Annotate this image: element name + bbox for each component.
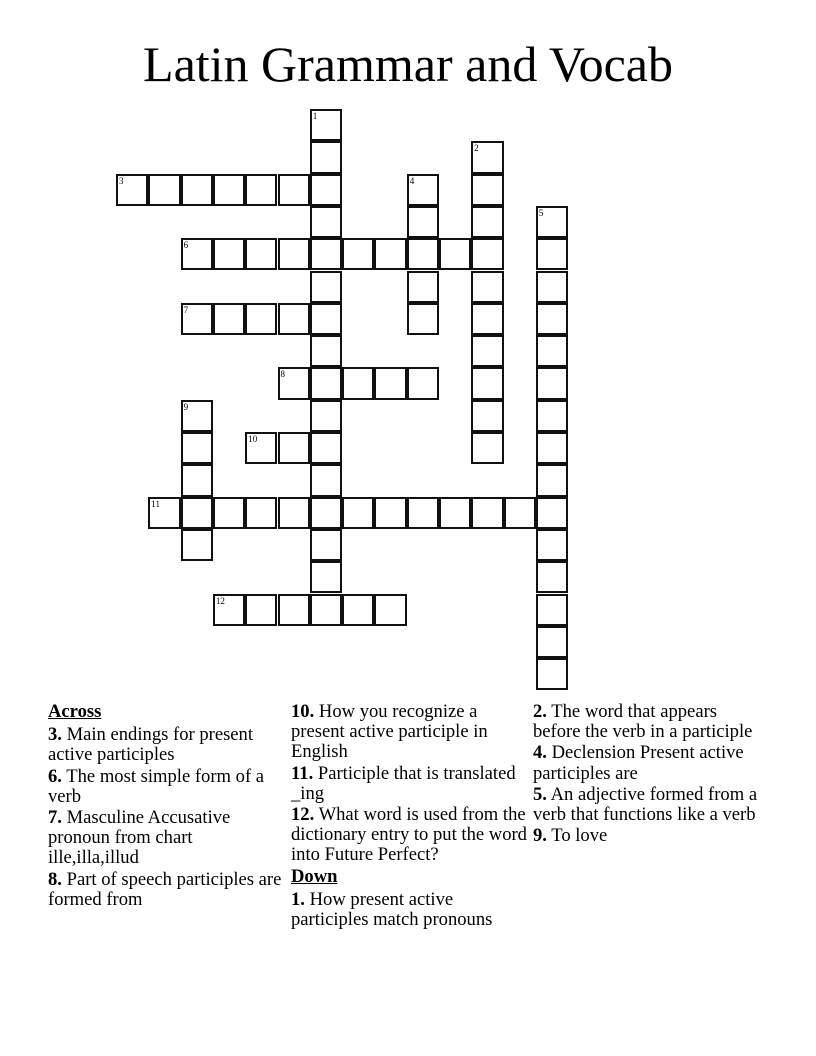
cell-number: 5 <box>538 207 544 218</box>
grid-cell[interactable] <box>471 238 503 270</box>
grid-cell[interactable] <box>471 206 503 238</box>
grid-cell[interactable] <box>310 400 342 432</box>
grid-cell[interactable] <box>342 497 374 529</box>
down-heading: Down <box>291 865 338 887</box>
grid-cell[interactable] <box>471 367 503 399</box>
clue-text: An adjective formed from a verb that functions like a verb <box>533 783 758 826</box>
clues-column-3 <box>533 702 769 847</box>
clue-text: How present active participles match pronouns <box>291 888 493 931</box>
grid-cell[interactable] <box>278 303 310 335</box>
clue-text: How you recognize a present active participle in English <box>291 701 488 763</box>
grid-cell[interactable] <box>213 303 245 335</box>
grid-cell[interactable] <box>116 174 148 206</box>
puzzle-title: Latin Grammar and Vocab <box>143 36 673 92</box>
grid-cell[interactable] <box>536 432 568 464</box>
grid-cell[interactable] <box>536 497 568 529</box>
grid-cell[interactable] <box>310 141 342 173</box>
clue-across-12 <box>291 805 527 866</box>
grid-cell[interactable] <box>536 626 568 658</box>
grid-cell[interactable] <box>407 174 439 206</box>
grid-cell[interactable] <box>536 335 568 367</box>
grid-cell[interactable] <box>536 400 568 432</box>
grid-cell[interactable] <box>181 497 213 529</box>
grid-cell[interactable] <box>536 658 568 690</box>
clue-text: The most simple form of a verb <box>48 765 265 807</box>
grid-cell[interactable] <box>278 594 310 626</box>
grid-cell[interactable] <box>181 238 213 270</box>
grid-cell[interactable] <box>342 367 374 399</box>
grid-cell[interactable] <box>310 497 342 529</box>
clue-number: 9. <box>533 825 547 847</box>
grid-cell[interactable] <box>213 594 245 626</box>
clue-number: 10. <box>291 701 315 722</box>
clue-down-2 <box>533 702 769 742</box>
grid-cell[interactable] <box>536 464 568 496</box>
grid-cell[interactable] <box>213 497 245 529</box>
grid-cell[interactable] <box>342 238 374 270</box>
grid-cell[interactable] <box>536 367 568 399</box>
clue-number: 11. <box>291 762 314 784</box>
clues-column-2 <box>291 702 527 931</box>
grid-cell[interactable] <box>278 432 310 464</box>
grid-cell[interactable] <box>278 174 310 206</box>
grid-cell[interactable] <box>536 206 568 238</box>
cell-number: 10 <box>248 434 258 444</box>
grid-cell[interactable] <box>407 303 439 335</box>
grid-cell[interactable] <box>471 271 503 303</box>
grid-cell[interactable] <box>310 529 342 561</box>
grid-cell[interactable] <box>407 238 439 270</box>
clue-text: Main endings for present active participles <box>48 724 254 766</box>
clue-text: To love <box>551 825 608 847</box>
grid-cell[interactable] <box>181 529 213 561</box>
clue-across-3 <box>48 725 284 765</box>
cell-number: 3 <box>119 175 124 186</box>
grid-cell[interactable] <box>148 497 180 529</box>
grid-cell[interactable] <box>310 109 342 141</box>
clue-across-8 <box>48 870 284 910</box>
grid-cell[interactable] <box>310 464 342 496</box>
clue-text: What word is used from the dictionary entry to put the word into Future Perfect? <box>291 804 527 866</box>
clue-number: 3. <box>48 724 62 746</box>
grid-cell[interactable] <box>407 206 439 238</box>
grid-cell[interactable] <box>245 497 277 529</box>
grid-cell[interactable] <box>310 594 342 626</box>
grid-cell[interactable] <box>310 271 342 303</box>
cell-number: 8 <box>280 369 285 380</box>
cell-number: 6 <box>183 240 189 251</box>
clue-across-10 <box>291 702 527 763</box>
grid-cell[interactable] <box>536 561 568 593</box>
clue-number: 8. <box>48 868 62 890</box>
grid-cell[interactable] <box>471 400 503 432</box>
grid-cell[interactable] <box>245 594 277 626</box>
grid-cell[interactable] <box>181 464 213 496</box>
grid-cell[interactable] <box>374 594 406 626</box>
grid-cell[interactable] <box>536 238 568 270</box>
clue-number: 5. <box>533 783 547 805</box>
grid-cell[interactable] <box>536 529 568 561</box>
clue-down-4 <box>533 743 769 783</box>
clue-down-1 <box>291 890 527 930</box>
clue-down-5 <box>533 785 769 825</box>
clue-across-11 <box>291 764 527 804</box>
grid-cell[interactable] <box>213 238 245 270</box>
grid-cell[interactable] <box>310 432 342 464</box>
grid-cell[interactable] <box>278 497 310 529</box>
clue-number: 6. <box>48 765 62 787</box>
clue-down-9 <box>533 826 769 846</box>
grid-cell[interactable] <box>245 303 277 335</box>
grid-cell[interactable] <box>407 497 439 529</box>
grid-cell[interactable] <box>245 238 277 270</box>
grid-cell[interactable] <box>245 174 277 206</box>
clue-number: 2. <box>533 701 547 722</box>
grid-cell[interactable] <box>471 497 503 529</box>
grid-cell[interactable] <box>471 141 503 173</box>
clues-column-1 <box>48 702 284 911</box>
clue-number: 4. <box>533 742 547 764</box>
grid-cell[interactable] <box>471 174 503 206</box>
grid-cell[interactable] <box>471 335 503 367</box>
clue-text: The word that appears before the verb in a participle <box>533 701 753 743</box>
across-heading: Across <box>48 701 102 722</box>
grid-cell[interactable] <box>536 303 568 335</box>
grid-cell[interactable] <box>181 432 213 464</box>
grid-cell[interactable] <box>439 497 471 529</box>
grid-cell[interactable] <box>310 238 342 270</box>
cell-number: 9 <box>183 401 189 412</box>
grid-cell[interactable] <box>181 174 213 206</box>
grid-cell[interactable] <box>278 367 310 399</box>
cell-number: 2 <box>474 143 479 154</box>
clue-number: 1. <box>291 888 305 910</box>
cell-number: 4 <box>409 175 415 186</box>
grid-cell[interactable] <box>148 174 180 206</box>
grid-cell[interactable] <box>374 367 406 399</box>
grid-cell[interactable] <box>310 303 342 335</box>
grid-cell[interactable] <box>407 271 439 303</box>
clue-across-7 <box>48 808 284 869</box>
grid-cell[interactable] <box>310 335 342 367</box>
grid-cell[interactable] <box>536 271 568 303</box>
clue-text: Part of speech participles are formed from <box>48 868 282 910</box>
grid-cell[interactable] <box>471 303 503 335</box>
clue-across-6 <box>48 767 284 807</box>
grid-cell[interactable] <box>407 367 439 399</box>
clue-text: Participle that is translated _ing <box>291 762 516 804</box>
grid-cell[interactable] <box>278 238 310 270</box>
cell-number: 1 <box>312 111 318 121</box>
grid-cell[interactable] <box>245 432 277 464</box>
grid-cell[interactable] <box>310 174 342 206</box>
grid-cell[interactable] <box>374 238 406 270</box>
grid-cell[interactable] <box>439 238 471 270</box>
clue-number: 12. <box>291 804 315 826</box>
grid-cell[interactable] <box>310 561 342 593</box>
cell-number: 11 <box>151 498 160 509</box>
grid-cell[interactable] <box>181 303 213 335</box>
crossword-grid <box>117 110 577 700</box>
cell-number: 7 <box>183 304 189 315</box>
clue-text: Declension Present active participles are <box>533 742 744 784</box>
grid-cell[interactable] <box>310 367 342 399</box>
grid-cell[interactable] <box>310 206 342 238</box>
grid-cell[interactable] <box>504 497 536 529</box>
grid-cell[interactable] <box>181 400 213 432</box>
grid-cell[interactable] <box>342 594 374 626</box>
grid-cell[interactable] <box>536 594 568 626</box>
clue-text: Masculine Accusative pronoun from chart ille,illa,illud <box>48 807 231 869</box>
grid-cell[interactable] <box>471 432 503 464</box>
cell-number: 12 <box>215 595 225 606</box>
grid-cell[interactable] <box>374 497 406 529</box>
clue-number: 7. <box>48 807 62 829</box>
grid-cell[interactable] <box>213 174 245 206</box>
